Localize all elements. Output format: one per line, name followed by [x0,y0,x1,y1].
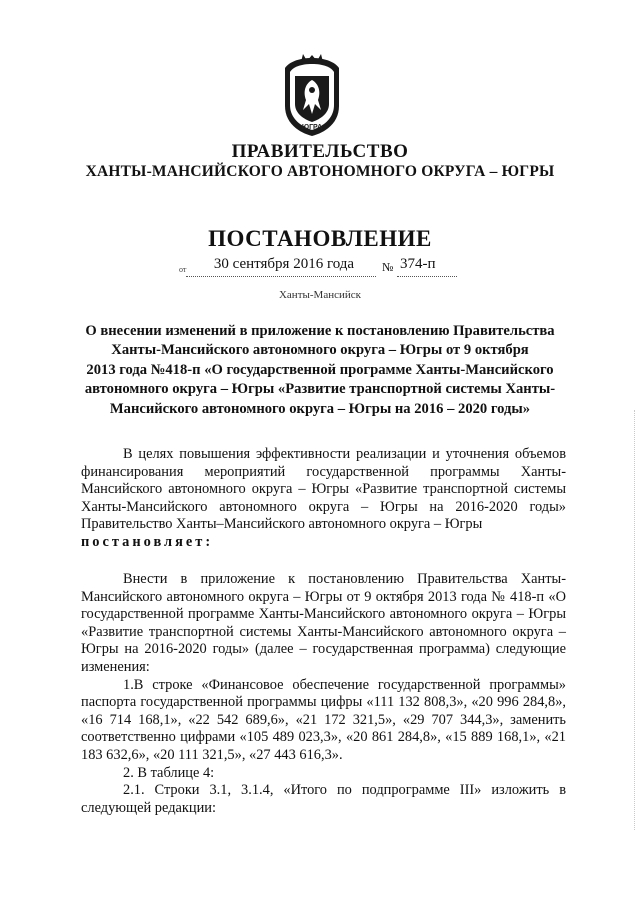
resolves-word: постановляет: [81,533,214,550]
number-underline [397,276,457,277]
body-paragraph: 2.1. Строки 3.1, 3.1.4, «Итого по подпрограмме III» изложить в следующей редакции: [81,782,566,816]
decree-subject [70,322,570,419]
date-prefix: от [179,265,187,274]
subject-line: 2013 года №418-п «О государственной программе Ханты-Мансийского [86,361,554,378]
body-paragraph: 2. В таблице 4: [123,764,215,781]
decree-date: 30 сентября 2016 года [213,256,355,272]
emblem-caption: ЮГРА [301,124,323,131]
date-number-line [0,256,640,282]
preamble [81,446,566,552]
date-underline [186,276,376,277]
body-paragraph: 1.В строке «Финансовое обеспечение государственной программы» паспорта государственной программы цифры «111 132 808,3», «20 996 284,8», «16 714 168,1», «22 542 689,6», «21 172 321,5», «29 707 344,3», заменить соответственно цифрами «105 489 023,3», «20 861 284,8», «15 889 168,1», «21 183 632,6», «20 111 321,5», «27 443 616,3». [81,676,566,763]
subject-line: автономного округа – Югры «Развитие транспортной системы Ханты- [84,381,556,398]
number-prefix: № [382,260,394,274]
document-type: ПОСТАНОВЛЕНИЕ [208,226,432,251]
body-paragraph: Внести в приложение к постановлению Правительства Ханты-Мансийского автономного округа – Югры от 9 октября 2013 года № 418-п «О государственной программе Ханты-Мансийского автономного округа – Югры «Развитие транспортной системы Ханты-Мансийского автономного округа – Югры на 2016-2020 годы» (далее – государственная программа) следующие изменения: [81,571,566,675]
government-title: ПРАВИТЕЛЬСТВО [231,141,409,162]
subject-line: Мансийского автономного округа – Югры на 2016 – 2020 годы» [109,400,531,417]
scan-edge [633,410,635,830]
subject-line: О внесении изменений в приложение к постановлению Правительства [85,323,555,339]
decree-number: 374-п [400,256,436,272]
subject-line: Ханты-Мансийского автономного округа – Югры от 9 октября [111,342,529,359]
city-name: Ханты-Мансийск [278,289,361,301]
preamble-text: В целях повышения эффективности реализации и уточнения объемов финансирования мероприятий государственной программы Ханты-Мансийского автономного округа – Югры «Развитие транспортной системы Ханты-Мансийского автономного округа – Югры на 2016-2020 годы» Правительство Ханты–Мансийского автономного округа – Югры [81,446,566,533]
region-title: ХАНТЫ-МАНСИЙСКОГО АВТОНОМНОГО ОКРУГА – ЮГРЫ [85,163,555,180]
decree-body [81,571,566,817]
